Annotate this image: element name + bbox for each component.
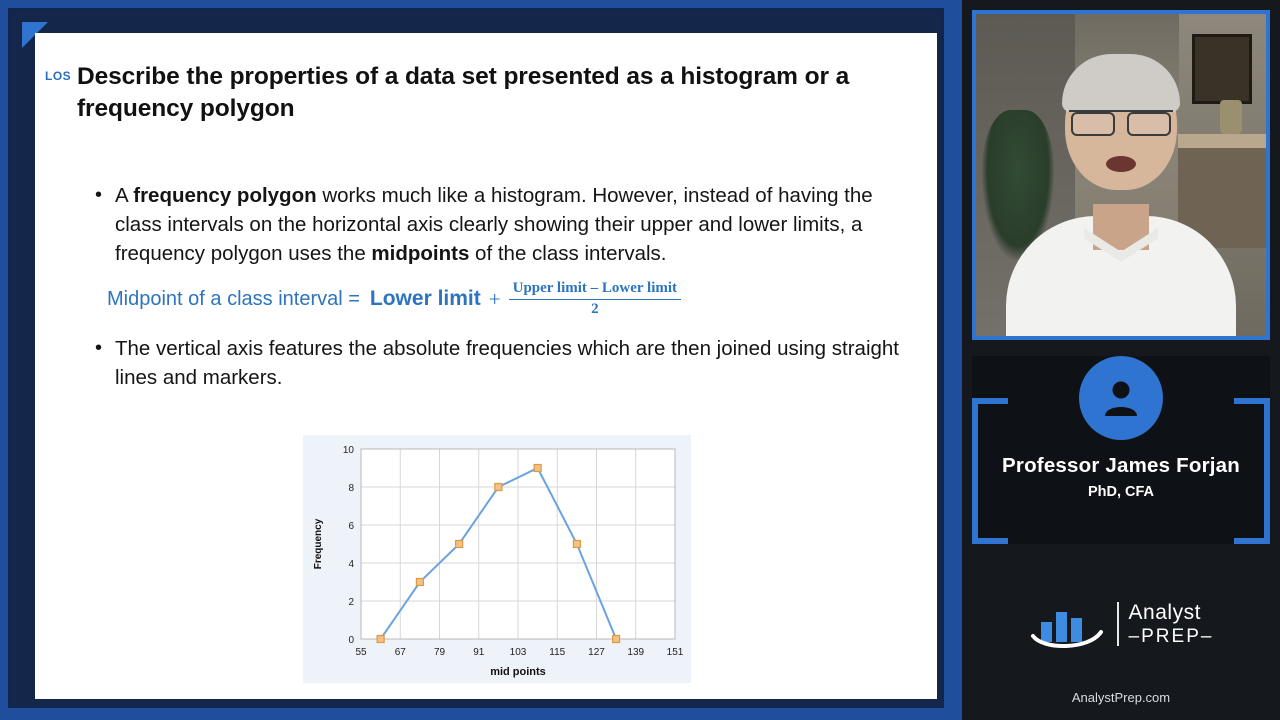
svg-text:151: 151	[666, 647, 684, 658]
formula-fraction	[509, 280, 681, 318]
list-item	[77, 334, 907, 392]
bullet-list	[77, 181, 907, 400]
presenter-card	[972, 356, 1270, 544]
svg-text:139: 139	[627, 647, 645, 658]
formula-term-lower-limit: Lower limit	[369, 287, 481, 311]
svg-text:Frequency: Frequency	[313, 518, 324, 570]
formula-numerator: Upper limit – Lower limit	[509, 280, 681, 299]
glasses-icon	[1069, 110, 1173, 134]
midpoint-formula	[107, 280, 907, 318]
brand-logo	[962, 596, 1280, 652]
formula-denominator: 2	[591, 300, 599, 317]
svg-text:2: 2	[348, 597, 354, 608]
presenter-name: Professor James Forjan	[1002, 454, 1240, 477]
logo-svg	[1029, 596, 1107, 652]
svg-text:127: 127	[588, 647, 605, 658]
svg-text:103: 103	[509, 647, 527, 658]
webcam-mantle	[1178, 134, 1266, 148]
avatar	[1079, 356, 1163, 440]
bullet-marker: •	[95, 336, 103, 359]
svg-text:8: 8	[348, 483, 354, 494]
svg-text:79: 79	[433, 647, 446, 658]
person-icon	[1098, 375, 1144, 421]
svg-text:mid points: mid points	[490, 666, 546, 678]
frequency-polygon-chart	[303, 435, 691, 683]
brand-name-line2: –PREP–	[1128, 626, 1214, 647]
brand-name-line1: Analyst	[1128, 601, 1201, 624]
logo-divider	[1117, 602, 1119, 646]
svg-text:10: 10	[342, 445, 354, 456]
svg-text:0: 0	[348, 635, 354, 646]
page-title: Describe the properties of a data set presented as a histogram or a frequency polygon	[77, 63, 850, 123]
chart-svg	[303, 435, 691, 683]
bullet-text-1: A frequency polygon works much like a histogram. However, instead of having the class intervals on the horizontal axis clearly showing their upper and lower limits, a frequency polygon uses the midpoints of the class intervals.	[115, 184, 873, 266]
webcam-picture-frame	[1192, 34, 1252, 104]
webcam-vase	[1220, 100, 1242, 136]
svg-text:115: 115	[549, 647, 566, 658]
formula-operator: +	[488, 286, 501, 311]
slide-content	[35, 33, 937, 699]
bar-chart-logo-icon	[1029, 596, 1107, 652]
svg-text:91: 91	[473, 647, 485, 658]
formula-left-hand-side: Midpoint of a class interval =	[107, 287, 360, 310]
presenter-credentials: PhD, CFA	[1087, 484, 1155, 500]
los-badge: LOS	[45, 69, 72, 83]
svg-text:4: 4	[348, 559, 354, 570]
bullet-marker: •	[95, 184, 103, 206]
svg-text:55: 55	[355, 647, 367, 658]
presenter-webcam[interactable]	[972, 10, 1270, 340]
svg-text:6: 6	[348, 521, 354, 532]
webcam-mouth	[1106, 156, 1136, 172]
slide-frame-inner	[8, 8, 944, 708]
brand-name	[1129, 602, 1214, 646]
list-item	[77, 181, 907, 268]
svg-text:67: 67	[394, 647, 406, 658]
bullet-text-2: The vertical axis features the absolute frequencies which are then joined using straight lines and markers.	[115, 336, 900, 389]
site-url: AnalystPrep.com	[1071, 690, 1171, 705]
presenter-panel	[962, 0, 1280, 720]
